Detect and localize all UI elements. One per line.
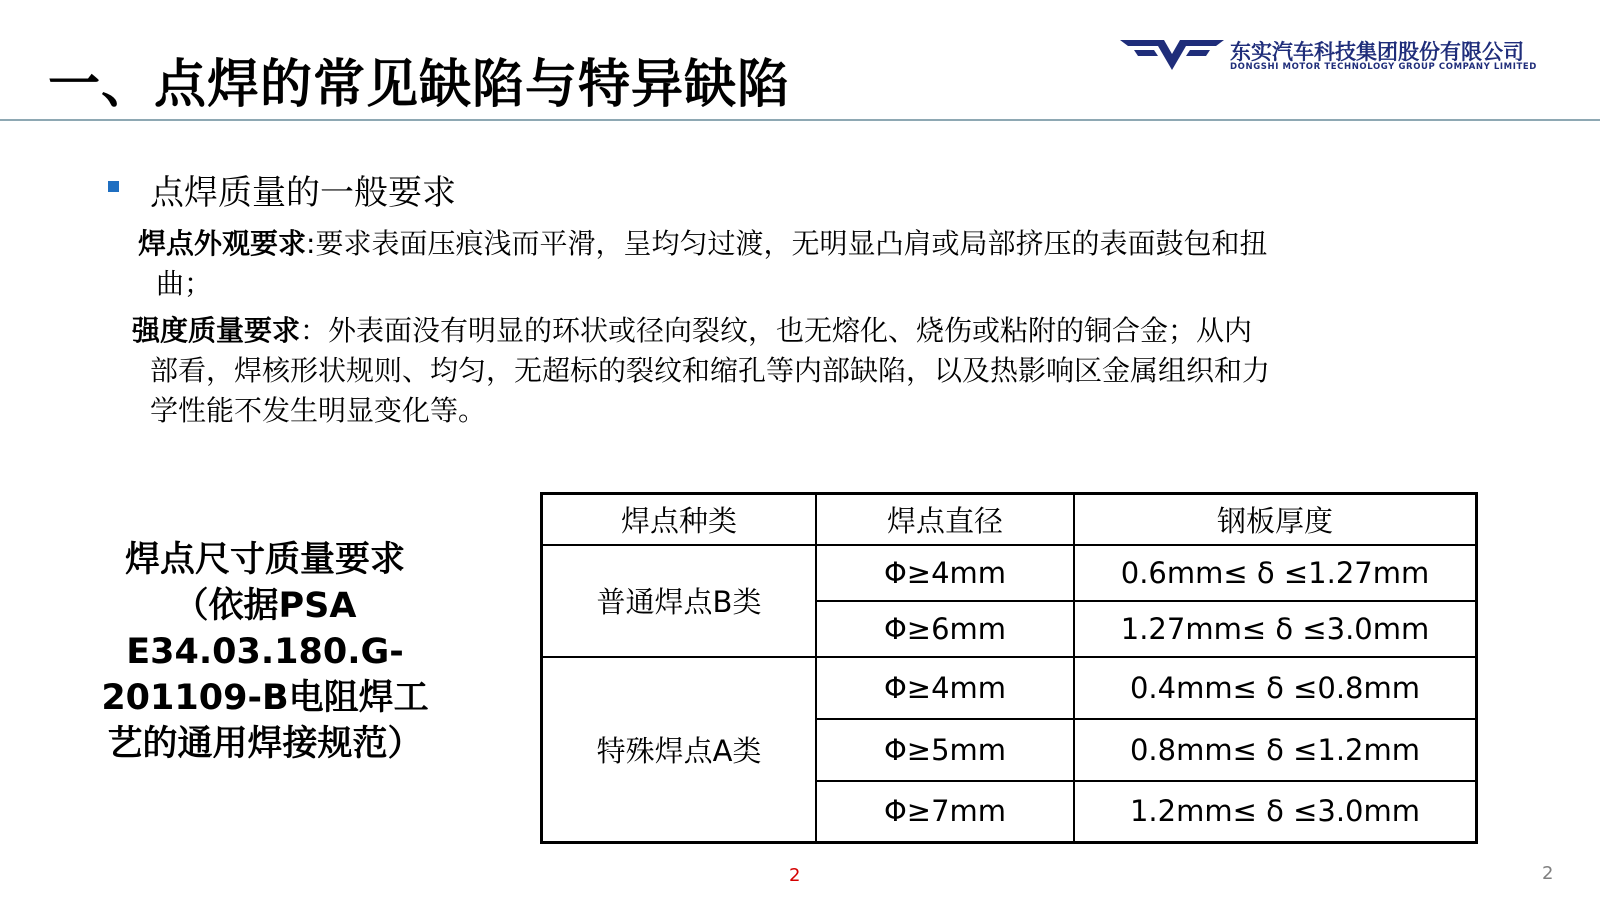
page-number: 2 xyxy=(789,865,801,886)
company-name-cn: 东实汽车科技集团股份有限公司 xyxy=(1230,40,1524,64)
side-note-line2: （依据PSA xyxy=(173,586,357,626)
thickness-cell: 0.8mm≤ δ ≤1.2mm xyxy=(1074,719,1477,781)
thickness-cell: 0.6mm≤ δ ≤1.27mm xyxy=(1074,545,1477,601)
table-row xyxy=(542,657,1477,719)
table-row xyxy=(542,545,1477,601)
header-cell-type: 焊点种类 xyxy=(542,494,817,545)
diameter-cell: Φ≥4mm xyxy=(816,657,1074,719)
thickness-cell: 1.27mm≤ δ ≤3.0mm xyxy=(1074,601,1477,657)
type-cell-a: 特殊焊点A类 xyxy=(542,657,817,843)
company-logo xyxy=(1120,36,1580,76)
strength-text-line2: 部看，焊核形状规则、均匀，无超标的裂纹和缩孔等内部缺陷，以及热影响区金属组织和力 xyxy=(150,354,1271,387)
diameter-cell: Φ≥6mm xyxy=(816,601,1074,657)
appearance-requirement xyxy=(138,224,1478,304)
diameter-cell: Φ≥5mm xyxy=(816,719,1074,781)
strength-text-line1: ：外表面没有明显的环状或径向裂纹，也无熔化、烧伤或粘附的铜合金；从内 xyxy=(300,314,1253,347)
strength-requirement xyxy=(132,311,1472,431)
appearance-label: 焊点外观要求 xyxy=(138,227,307,260)
thickness-cell: 0.4mm≤ δ ≤0.8mm xyxy=(1074,657,1477,719)
diameter-cell: Φ≥4mm xyxy=(816,545,1074,601)
wing-emblem-icon xyxy=(1120,36,1224,76)
side-note-line1: 焊点尺寸质量要求 xyxy=(124,540,405,580)
size-requirement-note xyxy=(90,537,440,767)
weld-size-table xyxy=(540,492,1478,844)
company-name-en: DONGSHI MOTOR TECHNOLOGY GROUP COMPANY LIMITED xyxy=(1230,62,1537,72)
header-cell-thickness: 钢板厚度 xyxy=(1074,494,1477,545)
thickness-cell: 1.2mm≤ δ ≤3.0mm xyxy=(1074,781,1477,843)
diameter-cell: Φ≥7mm xyxy=(816,781,1074,843)
table-header-row xyxy=(542,494,1477,545)
slide-title: 一、点焊的常见缺陷与特异缺陷 xyxy=(48,55,791,115)
section-heading: 点焊质量的一般要求 xyxy=(150,173,456,213)
appearance-text-line1: :要求表面压痕浅而平滑，呈均匀过渡，无明显凸肩或局部挤压的表面鼓包和扭 xyxy=(306,227,1268,260)
strength-label: 强度质量要求 xyxy=(132,314,301,347)
type-cell-b: 普通焊点B类 xyxy=(542,545,817,657)
header-divider xyxy=(0,119,1600,121)
slide-number: 2 xyxy=(1542,863,1554,884)
bullet-square-icon xyxy=(108,181,119,192)
side-note-line3: E34.03.180.G- xyxy=(126,632,404,672)
side-note-line5: 艺的通用焊接规范） xyxy=(107,724,423,764)
header-cell-diameter: 焊点直径 xyxy=(816,494,1074,545)
strength-text-line3: 学性能不发生明显变化等。 xyxy=(150,394,487,427)
appearance-text-line2: 曲； xyxy=(156,267,213,300)
side-note-line4: 201109-B电阻焊工 xyxy=(101,678,429,718)
